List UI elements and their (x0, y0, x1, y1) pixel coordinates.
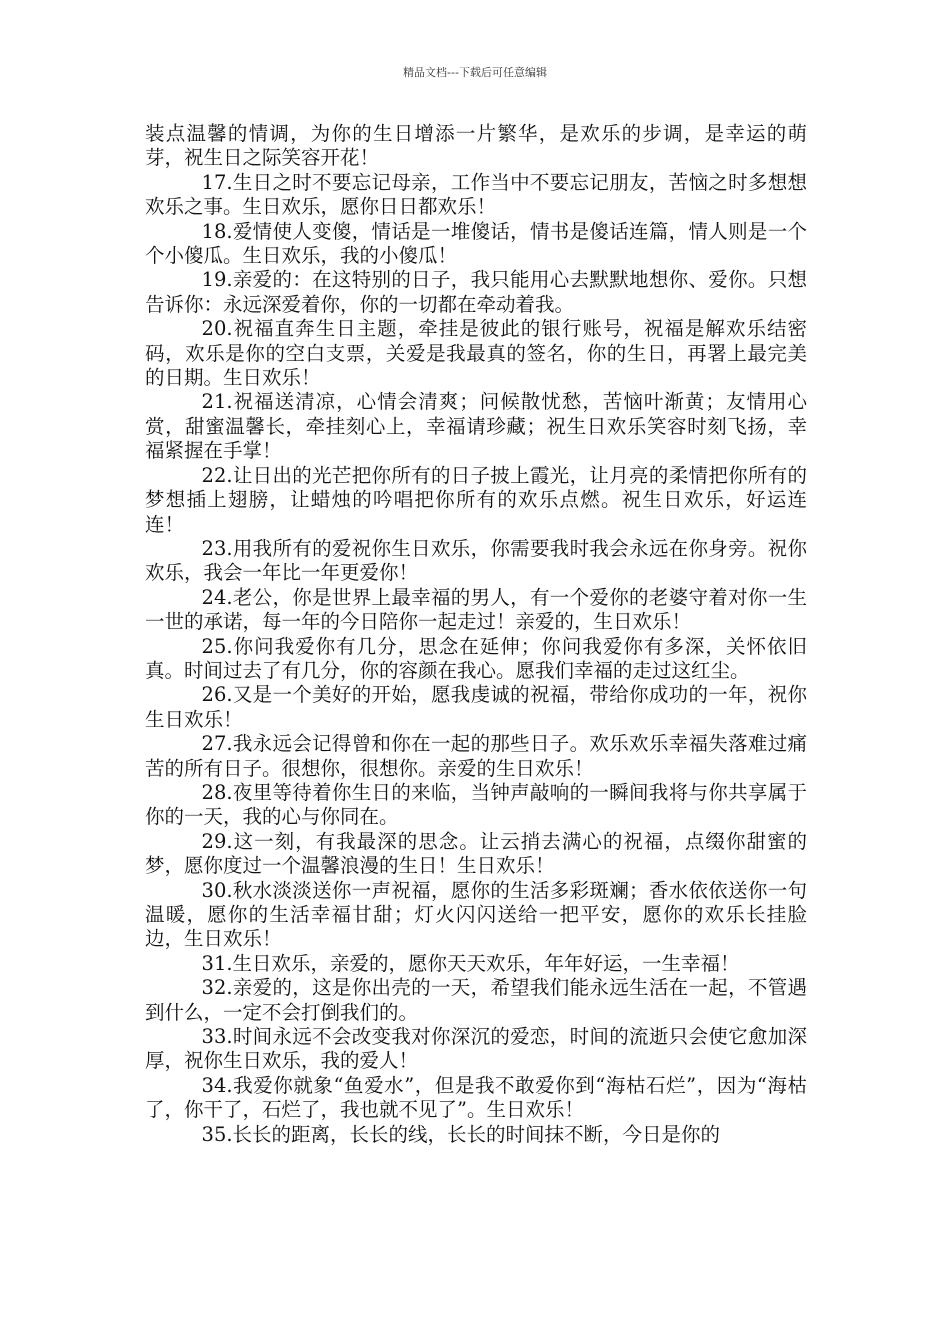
paragraph-20: 20.祝福直奔生日主题，牵挂是彼此的银行账号，祝福是解欢乐结密码，欢乐是你的空白支票，关爱是我最真的签名，你的生日，再署上最完美的日期。生日欢乐！ (145, 317, 807, 390)
paragraph-18: 18.爱情使人变傻，情话是一堆傻话，情书是傻话连篇，情人则是一个个小傻瓜。生日欢乐，我的小傻瓜！ (145, 219, 807, 268)
document-body (145, 122, 807, 1147)
paragraph-25: 25.你问我爱你有几分，思念在延伸；你问我爱你有多深，关怀依旧真。时间过去了有几分，你的容颜在我心。愿我们幸福的走过这红尘。 (145, 634, 807, 682)
paragraph-31: 31.生日欢乐，亲爱的，愿你天天欢乐，年年好运，一生幸福！ (201, 951, 740, 975)
paragraph-26: 26.又是一个美好的开始，愿我虔诚的祝福，带给你成功的一年，祝你生日欢乐！ (145, 683, 807, 731)
paragraph-17: 17.生日之时不要忘记母亲，工作当中不要忘记朋友，苦恼之时多想想欢乐之事。生日欢乐，愿你日日都欢乐！ (145, 170, 807, 219)
paragraph-34: 34.我爱你就象“鱼爱水”，但是我不敢爱你到“海枯石烂”，因为“海枯了，你干了，石烂了，我也就不见了”。生日欢乐！ (145, 1073, 807, 1122)
paragraph-continuation: 装点温馨的情调，为你的生日增添一片繁华，是欢乐的步调，是幸运的萌芽，祝生日之际笑容开花！ (145, 122, 807, 170)
paragraph-27: 27.我永远会记得曾和你在一起的那些日子。欢乐欢乐幸福失落难过痛苦的所有日子。很想你，很想你。亲爱的生日欢乐！ (145, 732, 807, 780)
paragraph-19: 19.亲爱的：在这特别的日子，我只能用心去默默地想你、爱你。只想告诉你：永远深爱着你，你的一切都在牵动着我。 (145, 268, 807, 316)
paragraph-32: 32.亲爱的，这是你出壳的一天，希望我们能永远生活在一起，不管遇到什么，一定不会打倒我们的。 (145, 976, 807, 1024)
paragraph-35: 35.长长的距离，长长的线，长长的时间抹不断，今日是你的 (201, 1122, 721, 1146)
paragraph-22: 22.让日出的光芒把你所有的日子披上霞光，让月亮的柔情把你所有的梦想插上翅膀，让蜡烛的吟唱把你所有的欢乐点燃。祝生日欢乐，好运连连！ (145, 463, 807, 536)
paragraph-29: 29.这一刻，有我最深的思念。让云捎去满心的祝福，点缀你甜蜜的梦，愿你度过一个温馨浪漫的生日！生日欢乐！ (145, 829, 807, 878)
paragraph-21: 21.祝福送清凉，心情会清爽；问候散忧愁，苦恼叶渐黄；友情用心赏，甜蜜温馨长，牵挂刻心上，幸福请珍藏；祝生日欢乐笑容时刻飞扬，幸福紧握在手掌！ (145, 390, 807, 463)
paragraph-23: 23.用我所有的爱祝你生日欢乐，你需要我时我会永远在你身旁。祝你欢乐，我会一年比一年更爱你！ (145, 536, 807, 585)
paragraph-28: 28.夜里等待着你生日的来临，当钟声敲响的一瞬间我将与你共享属于你的一天，我的心与你同在。 (145, 780, 807, 829)
paragraph-24: 24.老公，你是世界上最幸福的男人，有一个爱你的老婆守着对你一生一世的承诺，每一年的今日陪你一起走过！亲爱的，生日欢乐！ (145, 585, 807, 634)
paragraph-33: 33.时间永远不会改变我对你深沉的爱恋，时间的流逝只会使它愈加深厚，祝你生日欢乐，我的爱人！ (145, 1025, 807, 1073)
page-header: 精品文档---下载后可任意编辑 (403, 66, 547, 79)
paragraph-30: 30.秋水淡淡送你一声祝福，愿你的生活多彩斑斓；香水依依送你一句温暖，愿你的生活幸福甘甜；灯火闪闪送给一把平安，愿你的欢乐长挂脸边，生日欢乐！ (145, 878, 807, 951)
